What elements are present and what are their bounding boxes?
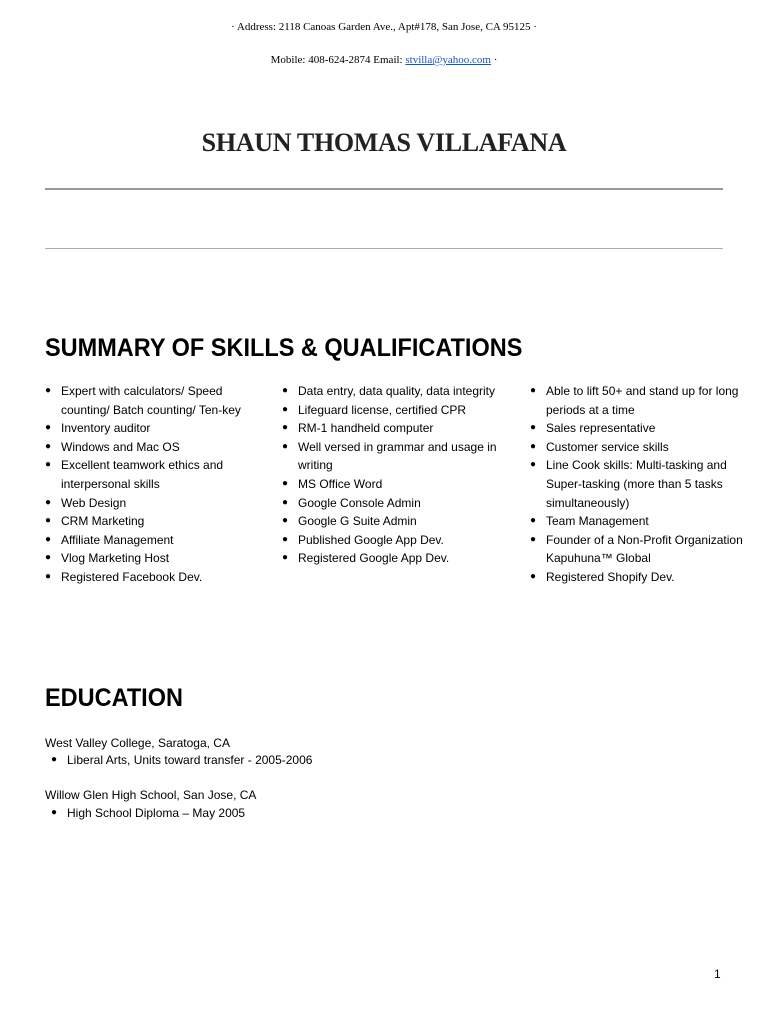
skill-text: Sales representative: [546, 421, 656, 436]
skills-column-2: [282, 382, 507, 568]
skill-item: [282, 475, 507, 494]
bullet-icon: ●: [45, 422, 52, 434]
skill-item: [45, 419, 270, 438]
bullet-icon: ●: [282, 552, 289, 564]
skill-text: Registered Facebook Dev.: [61, 569, 203, 584]
skill-item: [45, 568, 270, 587]
skill-text: Windows and Mac OS: [61, 439, 180, 454]
email-link[interactable]: stvilla@yahoo.com: [405, 54, 491, 66]
bullet-icon: ●: [45, 570, 52, 582]
bullet-icon: ●: [45, 496, 52, 508]
skill-item: [530, 512, 755, 531]
education-heading: EDUCATION: [45, 684, 183, 712]
skill-item: [282, 382, 507, 401]
skill-text: Excellent teamwork ethics and interpersonal skills: [61, 458, 224, 491]
header-divider-bottom: [45, 248, 723, 249]
bullet-icon: ●: [282, 440, 289, 452]
bullet-icon: ●: [45, 459, 52, 471]
bullet-icon: ●: [530, 459, 537, 471]
bullet-icon: ●: [282, 385, 289, 396]
skill-item: [282, 419, 507, 438]
skill-item: [282, 401, 507, 420]
skill-text: Google G Suite Admin: [298, 514, 417, 529]
skill-item: [282, 438, 507, 475]
skill-item: [530, 438, 755, 457]
skill-text: Registered Google App Dev.: [298, 551, 450, 566]
bullet-icon: ●: [282, 533, 289, 545]
skill-item: [530, 456, 755, 512]
skill-item: [530, 531, 755, 568]
bullet-icon: ●: [282, 403, 289, 415]
bullet-icon: ●: [530, 440, 537, 452]
education-detail: [51, 805, 245, 821]
bullet-icon: ●: [530, 385, 537, 396]
skill-text: Lifeguard license, certified CPR: [298, 402, 467, 417]
education-detail-text: Liberal Arts, Units toward transfer - 2005-2006: [67, 753, 313, 767]
education-school: West Valley College, Saratoga, CA: [45, 736, 230, 750]
skill-text: Data entry, data quality, data integrity: [298, 384, 495, 398]
skill-item: [282, 531, 507, 550]
skill-text: Expert with calculators/ Speed counting/ Batch counting/ Ten-key: [61, 384, 241, 417]
bullet-icon: ●: [530, 533, 537, 545]
skill-text: Google Console Admin: [298, 495, 421, 510]
skill-text: CRM Marketing: [61, 514, 145, 529]
bullet-icon: ●: [530, 422, 537, 434]
skill-item: [45, 438, 270, 457]
skill-item: [530, 419, 755, 438]
skill-text: Able to lift 50+ and stand up for long periods at a time: [546, 384, 739, 417]
skill-item: [45, 456, 270, 493]
skill-text: Registered Shopify Dev.: [546, 569, 675, 584]
contact-separator: ·: [490, 54, 498, 66]
skill-item: [45, 494, 270, 513]
bullet-icon: ●: [282, 422, 289, 434]
skills-column-3: [530, 382, 755, 587]
skills-column-1: [45, 382, 270, 587]
skill-item: [45, 549, 270, 568]
skill-text: Founder of a Non-Profit Organization Kapuhuna™ Global: [546, 532, 743, 566]
bullet-icon: ●: [530, 570, 537, 582]
contact-line: [0, 53, 768, 67]
education-school: Willow Glen High School, San Jose, CA: [45, 788, 257, 802]
skill-text: Team Management: [546, 514, 649, 529]
skills-heading: SUMMARY OF SKILLS & QUALIFICATIONS: [45, 334, 523, 362]
bullet-icon: ●: [45, 440, 52, 452]
skill-text: MS Office Word: [298, 476, 383, 491]
education-detail: [51, 752, 312, 768]
skill-text: Customer service skills: [546, 439, 669, 454]
skill-item: [45, 382, 270, 419]
mobile-text: Mobile: 408-624-2874 Email:: [270, 54, 406, 66]
skill-text: Published Google App Dev.: [298, 532, 444, 547]
bullet-icon: ●: [530, 515, 537, 527]
bullet-icon: ●: [51, 807, 58, 818]
skill-item: [530, 568, 755, 587]
skill-text: RM-1 handheld computer: [298, 421, 434, 436]
bullet-icon: ●: [45, 385, 52, 396]
skill-text: Well versed in grammar and usage in writing: [298, 439, 497, 473]
skill-text: Line Cook skills: Multi-tasking and Super-tasking (more than 5 tasks simultaneously): [546, 458, 727, 510]
skill-text: Web Design: [61, 495, 127, 510]
skill-item: [282, 512, 507, 531]
address-line: · Address: 2118 Canoas Garden Ave., Apt#178, San Jose, CA 95125 ·: [231, 21, 537, 33]
bullet-icon: ●: [282, 477, 289, 489]
header-divider-top: [45, 188, 723, 190]
candidate-name: SHAUN THOMAS VILLAFANA: [201, 128, 567, 158]
bullet-icon: ●: [45, 533, 52, 545]
skill-item: [282, 494, 507, 513]
education-detail-text: High School Diploma – May 2005: [67, 806, 246, 820]
skill-item: [45, 531, 270, 550]
skill-text: Affiliate Management: [61, 532, 174, 547]
skill-text: Vlog Marketing Host: [61, 551, 170, 566]
skill-text: Inventory auditor: [61, 421, 151, 436]
skill-item: [530, 382, 755, 419]
skill-item: [282, 549, 507, 568]
bullet-icon: ●: [282, 515, 289, 527]
bullet-icon: ●: [45, 552, 52, 564]
bullet-icon: ●: [282, 496, 289, 508]
bullet-icon: ●: [45, 515, 52, 527]
skill-item: [45, 512, 270, 531]
page-number: 1: [714, 967, 721, 981]
bullet-icon: ●: [51, 754, 58, 765]
